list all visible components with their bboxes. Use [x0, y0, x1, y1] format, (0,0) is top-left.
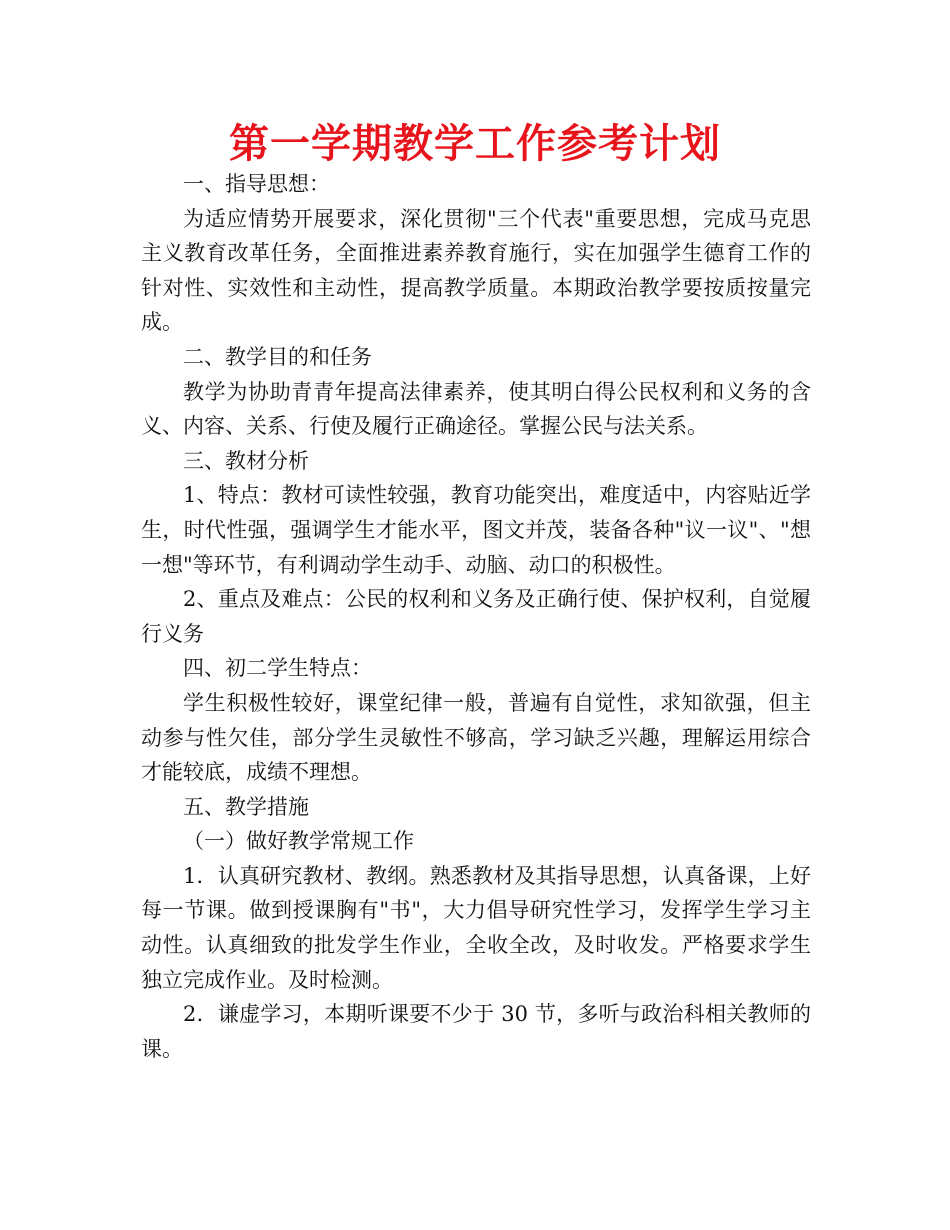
paragraph: 为适应情势开展要求，深化贯彻"三个代表"重要思想，完成马克思主义教育改革任务，全面推进素养教育施行，实在加强学生德育工作的针对性、实效性和主动性，提高教学质量。本期政治教学要按质按量完成。 [141, 206, 811, 335]
section-heading: 二、教学目的和任务 [183, 344, 372, 369]
paragraph: 教学为协助青青年提高法律素养，使其明白得公民权利和义务的含义、内容、关系、行使及履行正确途径。掌握公民与法关系。 [141, 379, 811, 439]
section-heading: 五、教学措施 [183, 794, 309, 819]
paragraph: 2．谦虚学习，本期听课要不少于 30 节，多听与政治科相关教师的课。 [141, 1002, 811, 1061]
section-heading: 三、教材分析 [183, 448, 309, 473]
paragraph: 1．认真研究教材、教纲。熟悉教材及其指导思想，认真备课，上好每一节课。做到授课胸有"书"，大力倡导研究性学习，发挥学生学习主动性。认真细致的批发学生作业，全收全改，及时收发。严格要求学生独立完成作业。及时检测。 [141, 863, 811, 992]
paragraph: 1、特点：教材可读性较强，教育功能突出，难度适中，内容贴近学生，时代性强，强调学生才能水平，图文并茂，装备各种"议一议"、"想一想"等环节，有利调动学生动手、动脑、动口的积极性。 [141, 483, 811, 577]
paragraph: 学生积极性较好，课堂纪律一般，普遍有自觉性，求知欲强，但主动参与性欠佳，部分学生灵敏性不够高，学习缺乏兴趣，理解运用综合才能较底，成绩不理想。 [141, 690, 811, 785]
subsection-heading: （一）做好教学常规工作 [183, 829, 414, 854]
paragraph: 2、重点及难点：公民的权利和义务及正确行使、保护权利，自觉履行义务 [141, 587, 811, 646]
section-heading: 四、初二学生特点： [183, 656, 372, 681]
document-body [141, 167, 811, 1066]
section-heading: 一、指导思想： [183, 172, 330, 196]
document-title: 第一学期教学工作参考计划 [229, 121, 721, 167]
